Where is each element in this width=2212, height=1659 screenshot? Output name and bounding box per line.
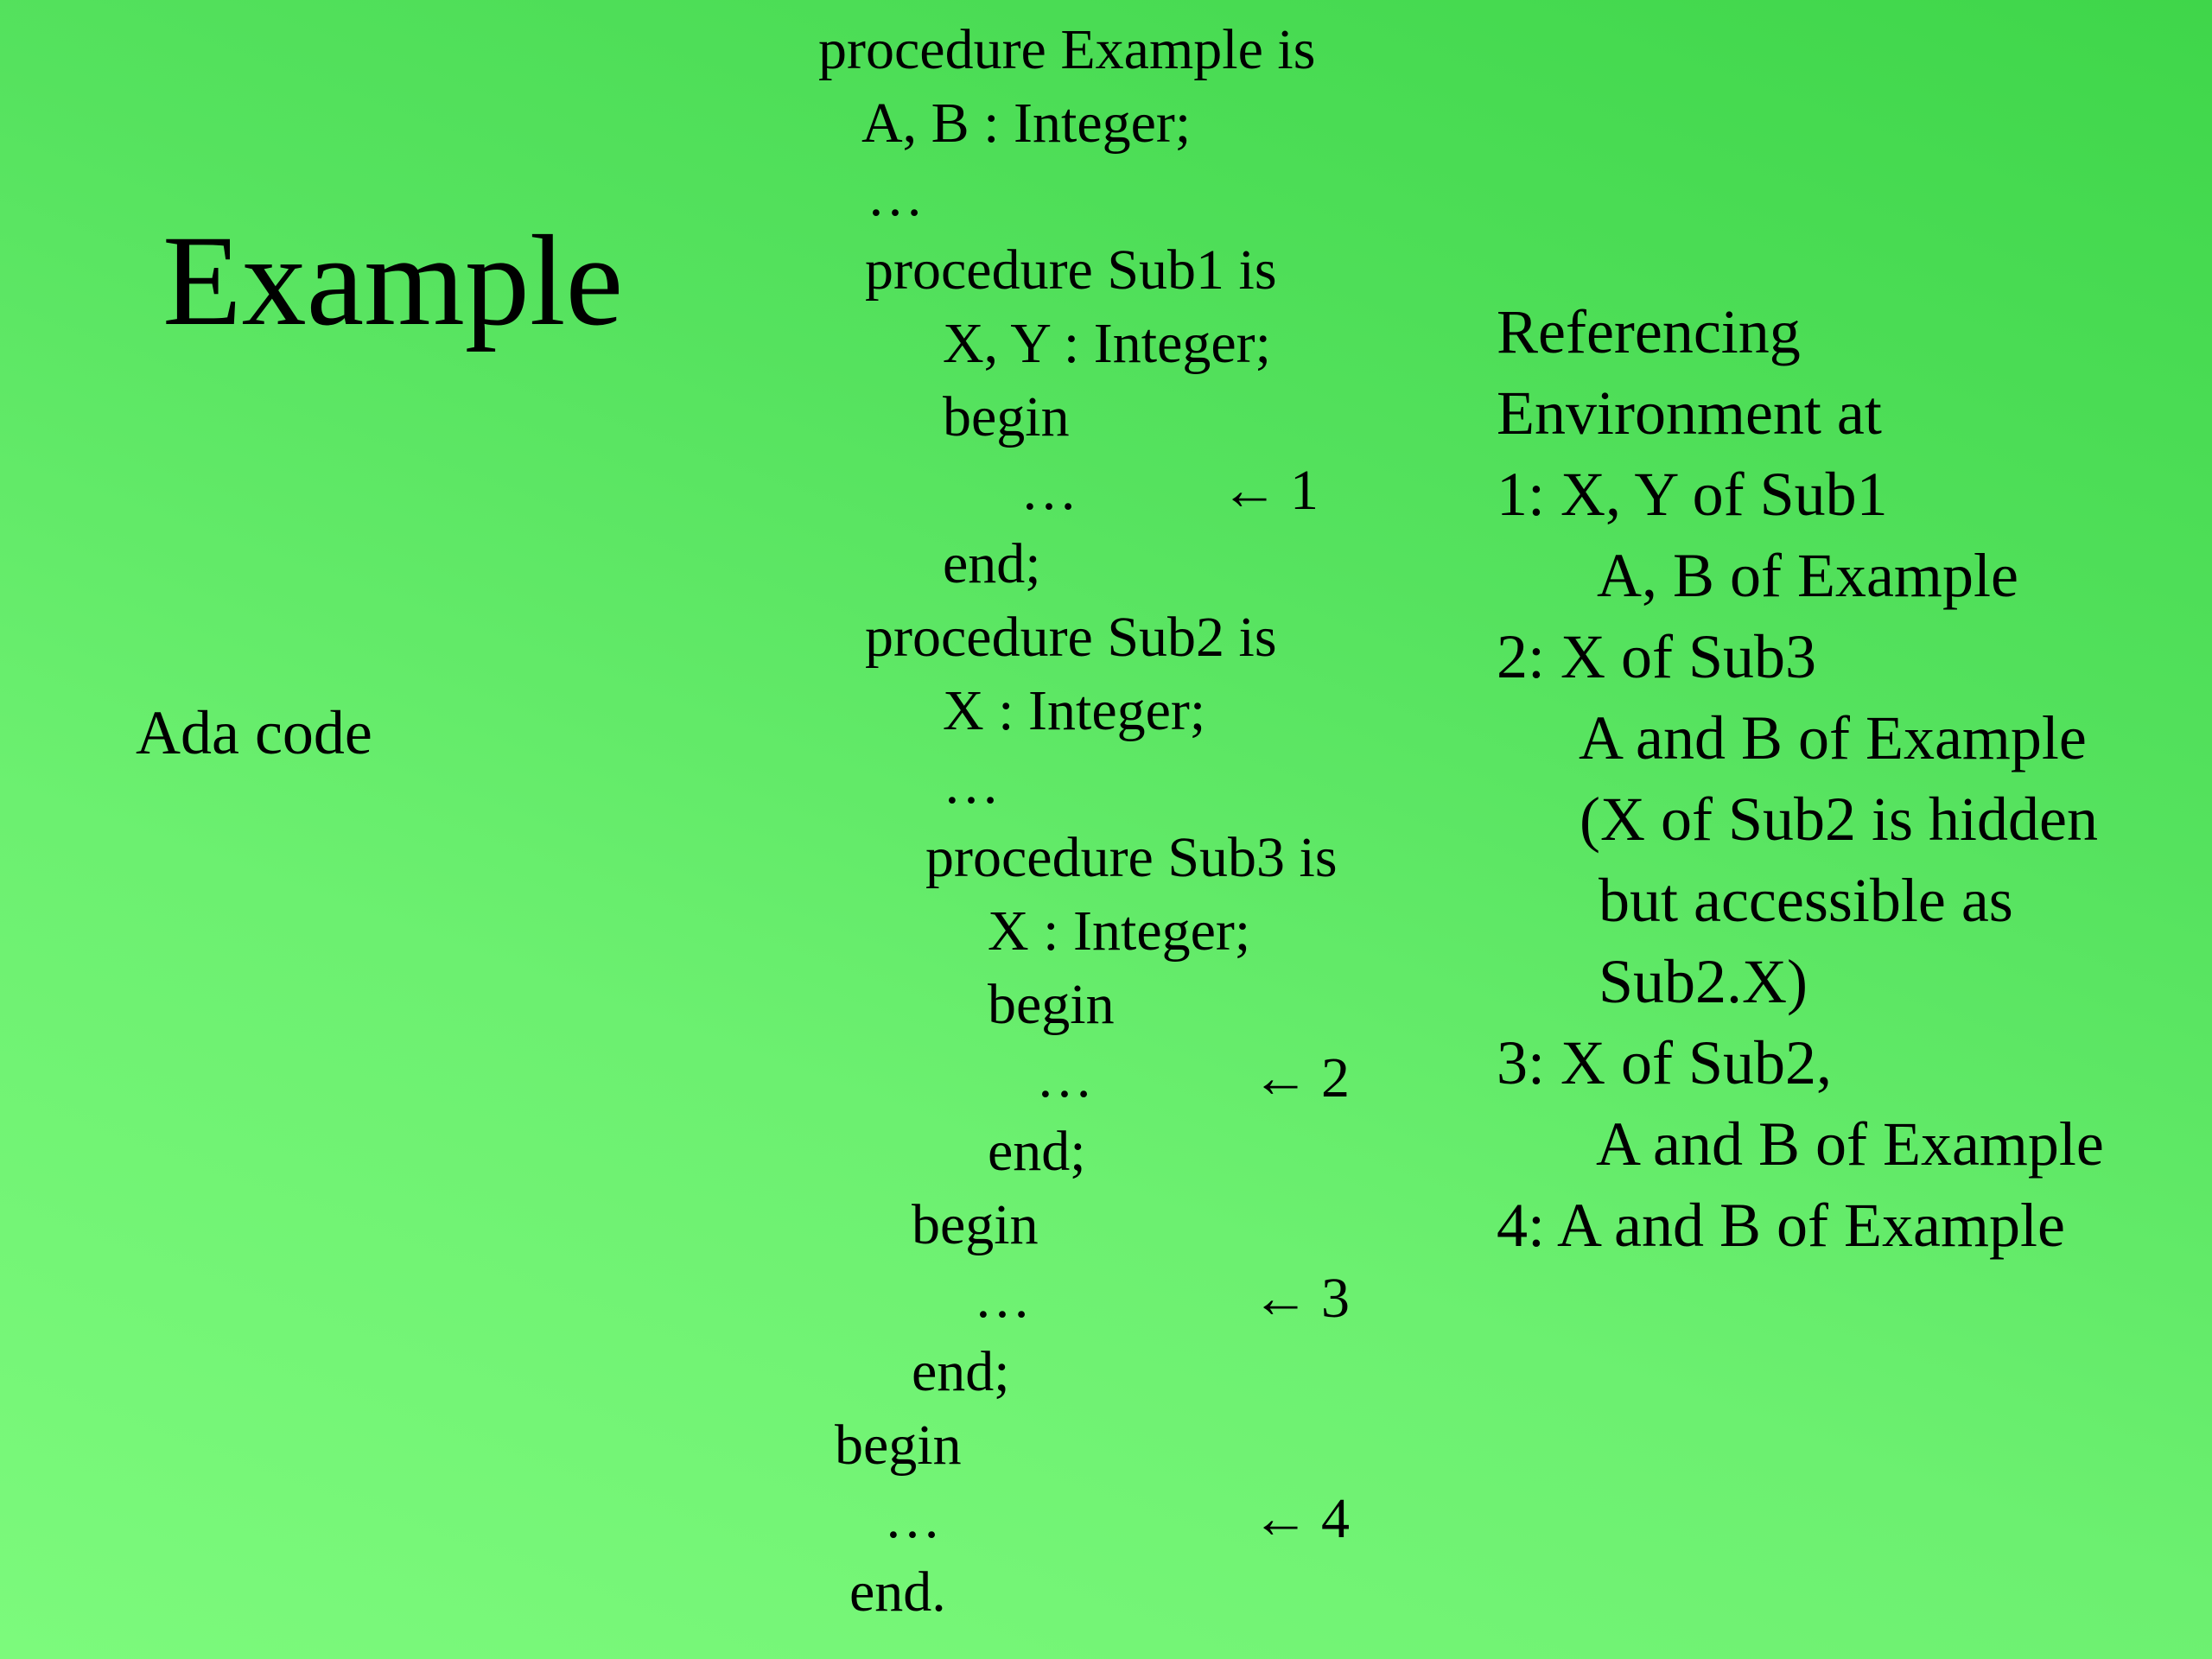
code-line: end.: [849, 1560, 946, 1624]
code-line: …: [943, 753, 1000, 816]
marker-label: 2: [1321, 1046, 1350, 1109]
code-line: …: [884, 1487, 941, 1550]
code-line: begin: [988, 973, 1115, 1036]
code-line: X : Integer;: [943, 679, 1206, 742]
code-line: procedure Sub1 is: [865, 238, 1277, 302]
left-arrow-icon: ←: [1221, 459, 1278, 522]
env-line: A, B of Example: [1597, 541, 2018, 610]
code-line: procedure Sub2 is: [865, 606, 1277, 669]
code-line: …: [1036, 1046, 1093, 1109]
slide-subtitle: Ada code: [136, 698, 372, 767]
location-marker: [1252, 1487, 1350, 1550]
code-line: begin: [943, 385, 1070, 448]
code-line: begin: [835, 1414, 962, 1477]
location-marker: [1221, 459, 1319, 522]
code-line: procedure Sub3 is: [925, 826, 1338, 889]
env-heading: Referencing: [1497, 297, 1801, 366]
code-line: …: [974, 1267, 1031, 1330]
code-line: A, B : Integer;: [861, 92, 1192, 155]
env-line: 1: X, Y of Sub1: [1497, 460, 1888, 529]
left-arrow-icon: ←: [1252, 1267, 1309, 1330]
env-line: 4: A and B of Example: [1497, 1191, 2065, 1260]
code-line: X : Integer;: [988, 899, 1251, 963]
code-line: begin: [912, 1193, 1039, 1256]
slide-title: Example: [162, 209, 624, 353]
code-line: procedure Example is: [818, 18, 1316, 81]
location-marker: [1252, 1267, 1350, 1330]
left-arrow-icon: ←: [1252, 1487, 1309, 1550]
env-line: but accessible as: [1599, 866, 2013, 935]
marker-label: 3: [1321, 1267, 1350, 1330]
env-line: (X of Sub2 is hidden: [1580, 785, 2098, 854]
code-line: end;: [943, 532, 1041, 595]
env-line: A and B of Example: [1579, 703, 2087, 772]
code-line: …: [1020, 459, 1077, 522]
location-marker: [1252, 1046, 1350, 1109]
code-line: X, Y : Integer;: [943, 312, 1271, 375]
code-line: end;: [988, 1120, 1086, 1183]
marker-label: 4: [1321, 1487, 1350, 1550]
env-line: A and B of Example: [1596, 1109, 2104, 1179]
left-arrow-icon: ←: [1252, 1046, 1309, 1109]
code-line: end;: [912, 1340, 1010, 1403]
env-line: 2: X of Sub3: [1497, 622, 1817, 691]
marker-label: 1: [1290, 459, 1319, 522]
env-line: 3: X of Sub2,: [1497, 1028, 1833, 1097]
env-heading: Environment at: [1497, 378, 1882, 448]
code-line: …: [867, 165, 924, 228]
env-line: Sub2.X): [1599, 947, 1808, 1016]
